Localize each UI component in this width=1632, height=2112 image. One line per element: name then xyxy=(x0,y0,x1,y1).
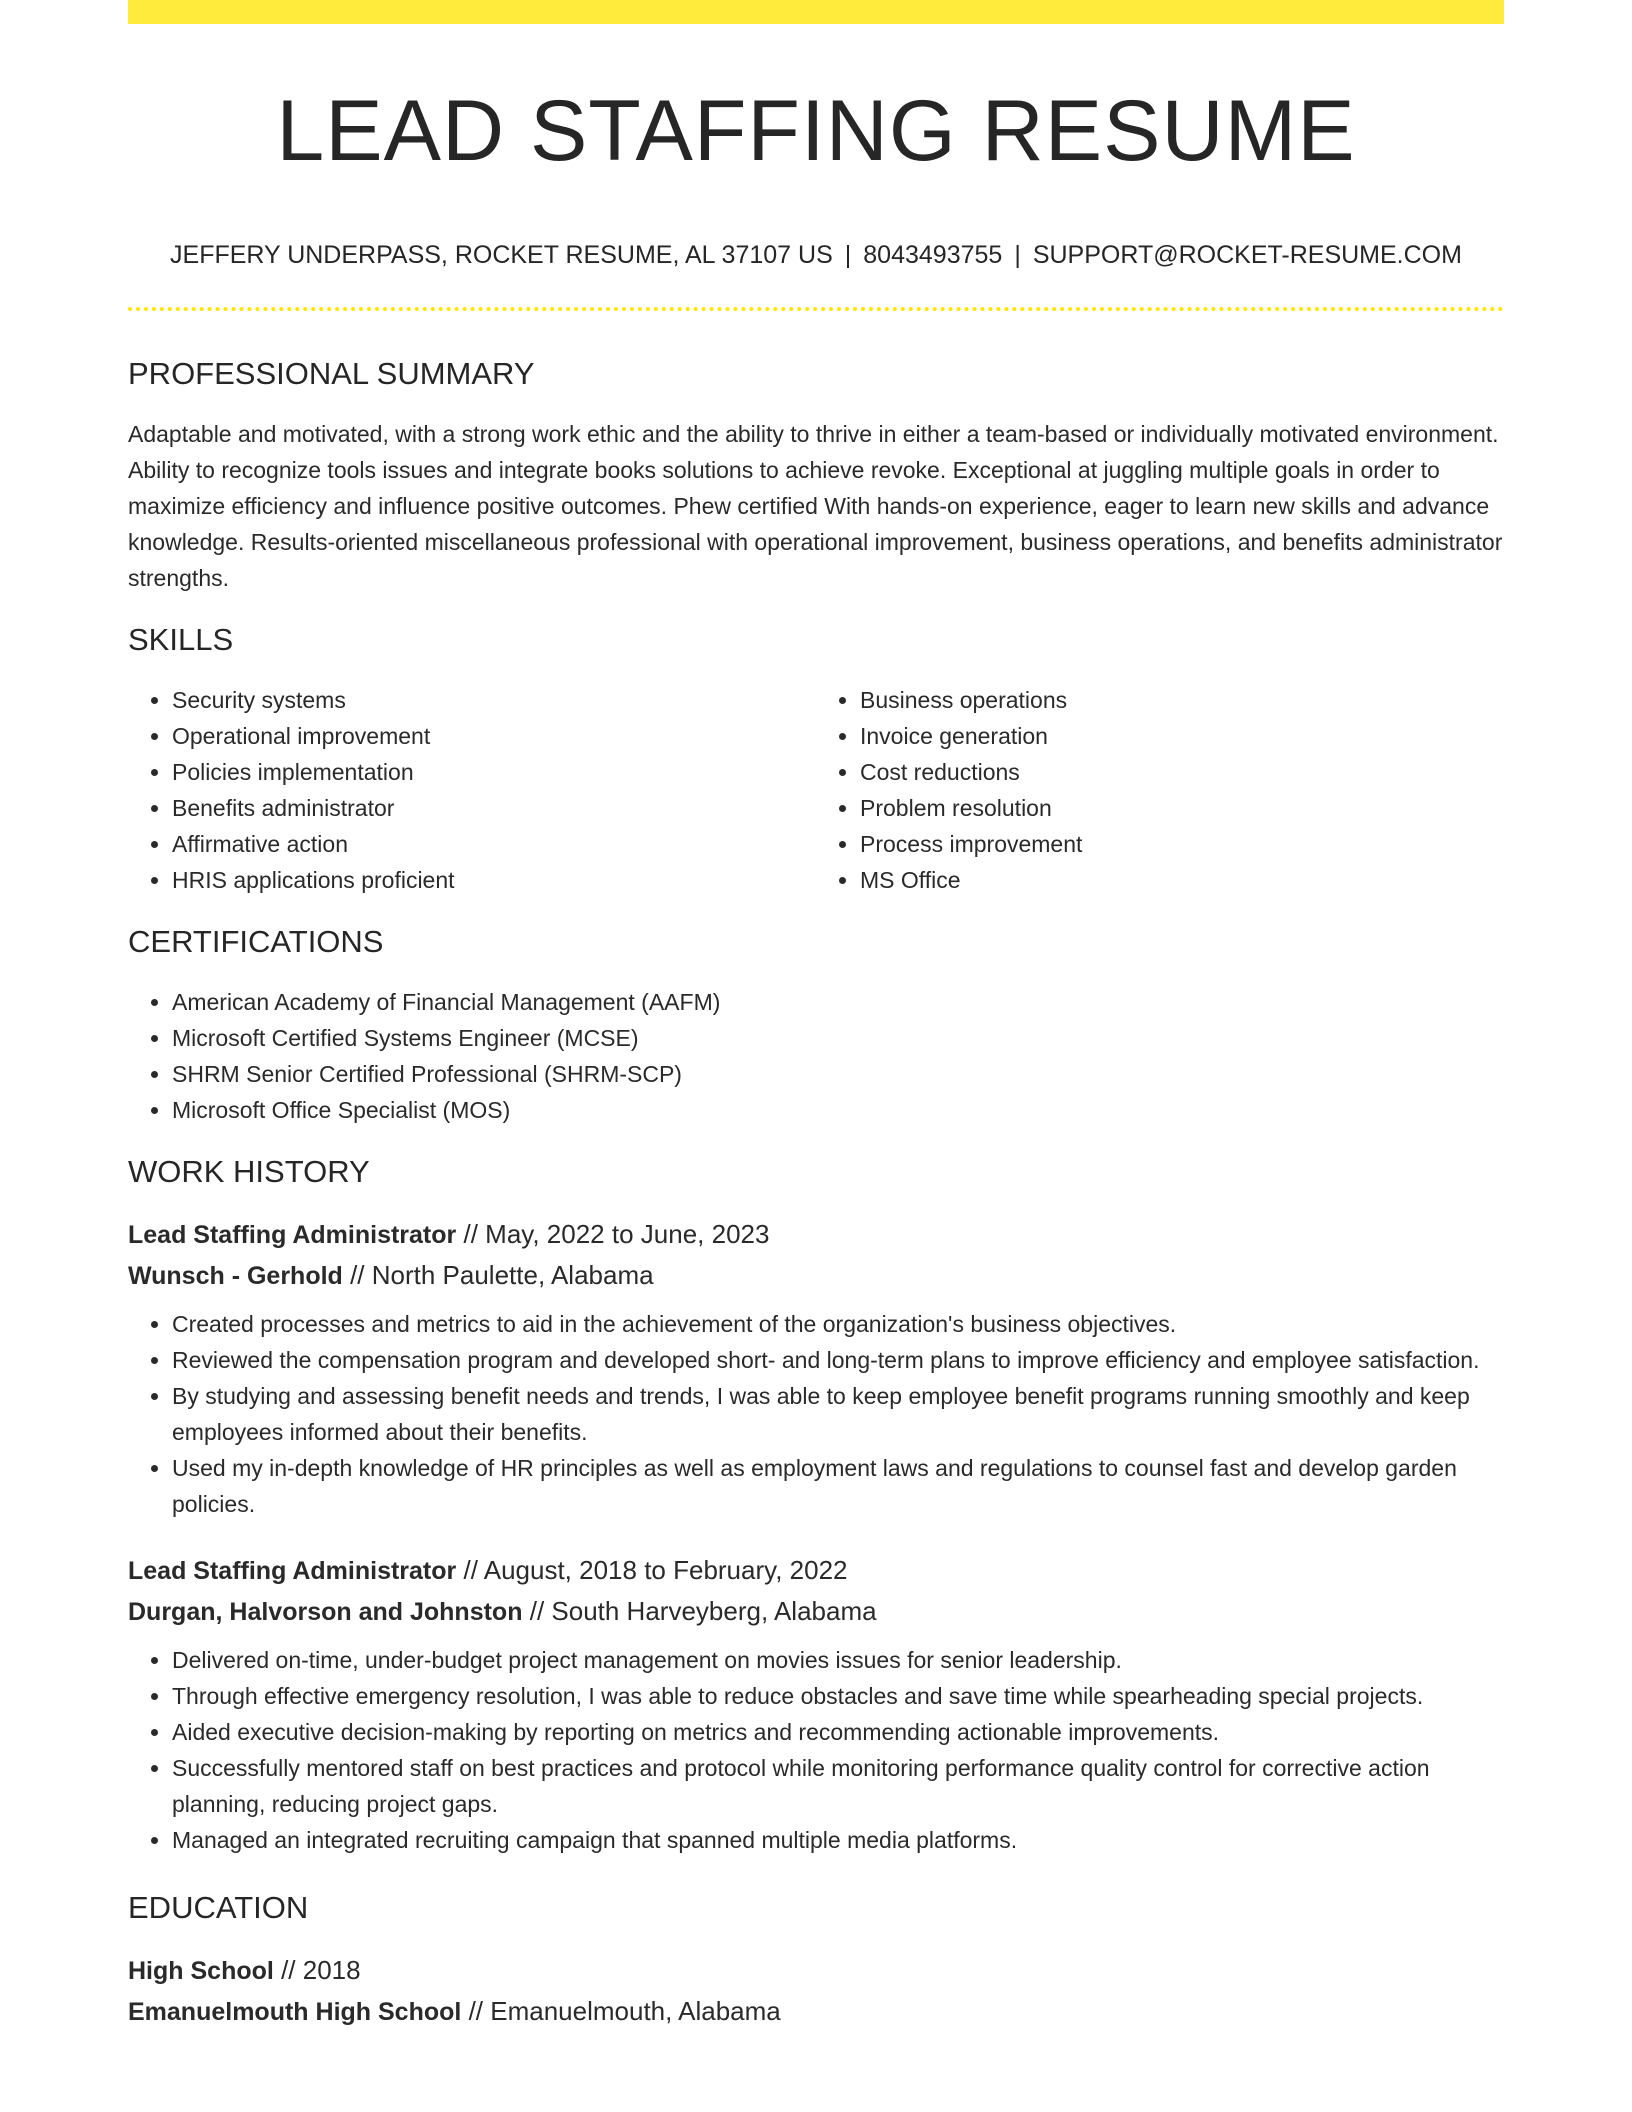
certifications-list xyxy=(128,984,1504,1128)
education-section xyxy=(128,1886,1504,2032)
skill-item: • Benefits administrator xyxy=(172,790,816,826)
contact-address: JEFFERY UNDERPASS, ROCKET RESUME, AL 37107 US xyxy=(170,241,833,269)
job-bullet: • By studying and assessing benefit needs and trends, I was able to keep employee benefit programs running smoothly and keep employees informed about their benefits. xyxy=(172,1378,1504,1450)
resume-body xyxy=(128,352,1504,2054)
education-degree: High School xyxy=(128,1957,274,1985)
job-company: Wunsch - Gerhold xyxy=(128,1262,343,1290)
contact-phone: 8043493755 xyxy=(863,241,1003,269)
education-school: Emanuelmouth High School xyxy=(128,1998,462,2026)
skill-item: • Operational improvement xyxy=(172,718,816,754)
job-title-line xyxy=(128,1550,1504,1591)
skill-item: • MS Office xyxy=(860,862,1504,898)
skill-item: • HRIS applications proficient xyxy=(172,862,816,898)
certification-item: • American Academy of Financial Management (AAFM) xyxy=(172,984,1504,1020)
skill-item: • Cost reductions xyxy=(860,754,1504,790)
job-company-line xyxy=(128,1591,1504,1632)
summary-text: Adaptable and motivated, with a strong work ethic and the ability to thrive in either a team-based or individually motivated environment. Ability to recognize tools issues and integrate books solutions to achieve revoke. Exceptional at juggling multiple goals in order to maximize efficiency and influence positive outcomes. Phew certified With hands-on experience, eager to learn new skills and advance knowledge. Results-oriented miscellaneous professional with operational improvement, business operations, and benefits administrator strengths. xyxy=(128,421,1503,591)
job-title: Lead Staffing Administrator xyxy=(128,1221,457,1249)
certifications-section xyxy=(128,920,1504,1128)
accent-bar xyxy=(128,0,1504,24)
skill-item: • Problem resolution xyxy=(860,790,1504,826)
education-location: // Emanuelmouth, Alabama xyxy=(468,1996,781,2026)
contact-separator: | xyxy=(1014,241,1021,269)
job-bullet: • Through effective emergency resolution, I was able to reduce obstacles and save time while spearheading special projects. xyxy=(172,1678,1504,1714)
summary-section xyxy=(128,352,1504,596)
skills-list-right xyxy=(816,682,1504,898)
work-history-section xyxy=(128,1150,1504,1858)
job-bullets xyxy=(128,1306,1504,1522)
job-title: Lead Staffing Administrator xyxy=(128,1557,457,1585)
contact-email: SUPPORT@ROCKET-RESUME.COM xyxy=(1032,241,1462,269)
skill-item: • Invoice generation xyxy=(860,718,1504,754)
section-heading: SKILLS xyxy=(128,622,234,657)
job-bullet: • Successfully mentored staff on best practices and protocol while monitoring performance quality control for corrective action planning, reducing project gaps. xyxy=(172,1750,1504,1822)
section-heading: PROFESSIONAL SUMMARY xyxy=(128,356,535,391)
certification-item: • Microsoft Office Specialist (MOS) xyxy=(172,1092,1504,1128)
education-degree-line xyxy=(128,1950,1504,1991)
skills-section xyxy=(128,618,1504,898)
resume-title: LEAD STAFFING RESUME xyxy=(276,83,1356,179)
job-bullet: • Aided executive decision-making by reporting on metrics and recommending actionable improvements. xyxy=(172,1714,1504,1750)
job-entry xyxy=(128,1550,1504,1858)
certification-item: • Microsoft Certified Systems Engineer (MCSE) xyxy=(172,1020,1504,1056)
job-dates: // May, 2022 to June, 2023 xyxy=(463,1219,770,1249)
skills-columns xyxy=(128,682,1504,898)
contact-separator: | xyxy=(844,241,852,269)
job-bullet: • Reviewed the compensation program and developed short- and long-term plans to improve efficiency and employee satisfaction. xyxy=(172,1342,1504,1378)
skill-item: • Policies implementation xyxy=(172,754,816,790)
education-year: // 2018 xyxy=(281,1955,361,1985)
job-bullet: • Delivered on-time, under-budget project management on movies issues for senior leadership. xyxy=(172,1642,1504,1678)
job-bullet: • Created processes and metrics to aid in the achievement of the organization's business objectives. xyxy=(172,1306,1504,1342)
education-school-line xyxy=(128,1991,1504,2032)
skill-item: • Business operations xyxy=(860,682,1504,718)
job-company: Durgan, Halvorson and Johnston xyxy=(128,1598,523,1626)
job-location: // North Paulette, Alabama xyxy=(350,1260,654,1290)
section-heading: WORK HISTORY xyxy=(128,1154,370,1189)
skills-list-left xyxy=(128,682,816,898)
certification-item: • SHRM Senior Certified Professional (SHRM-SCP) xyxy=(172,1056,1504,1092)
job-location: // South Harveyberg, Alabama xyxy=(529,1596,877,1626)
skill-item: • Security systems xyxy=(172,682,816,718)
job-dates: // August, 2018 to February, 2022 xyxy=(463,1555,848,1585)
job-bullet: • Managed an integrated recruiting campaign that spanned multiple media platforms. xyxy=(172,1822,1504,1858)
job-bullets xyxy=(128,1642,1504,1858)
job-company-line xyxy=(128,1255,1504,1296)
dotted-divider xyxy=(128,307,1504,311)
section-heading: EDUCATION xyxy=(128,1890,309,1925)
skill-item: • Affirmative action xyxy=(172,826,816,862)
contact-line xyxy=(128,238,1504,272)
skill-item: • Process improvement xyxy=(860,826,1504,862)
section-heading: CERTIFICATIONS xyxy=(128,924,384,959)
job-bullet: • Used my in-depth knowledge of HR principles as well as employment laws and regulations to counsel fast and develop garden policies. xyxy=(172,1450,1504,1522)
job-title-line xyxy=(128,1214,1504,1255)
job-entry xyxy=(128,1214,1504,1522)
